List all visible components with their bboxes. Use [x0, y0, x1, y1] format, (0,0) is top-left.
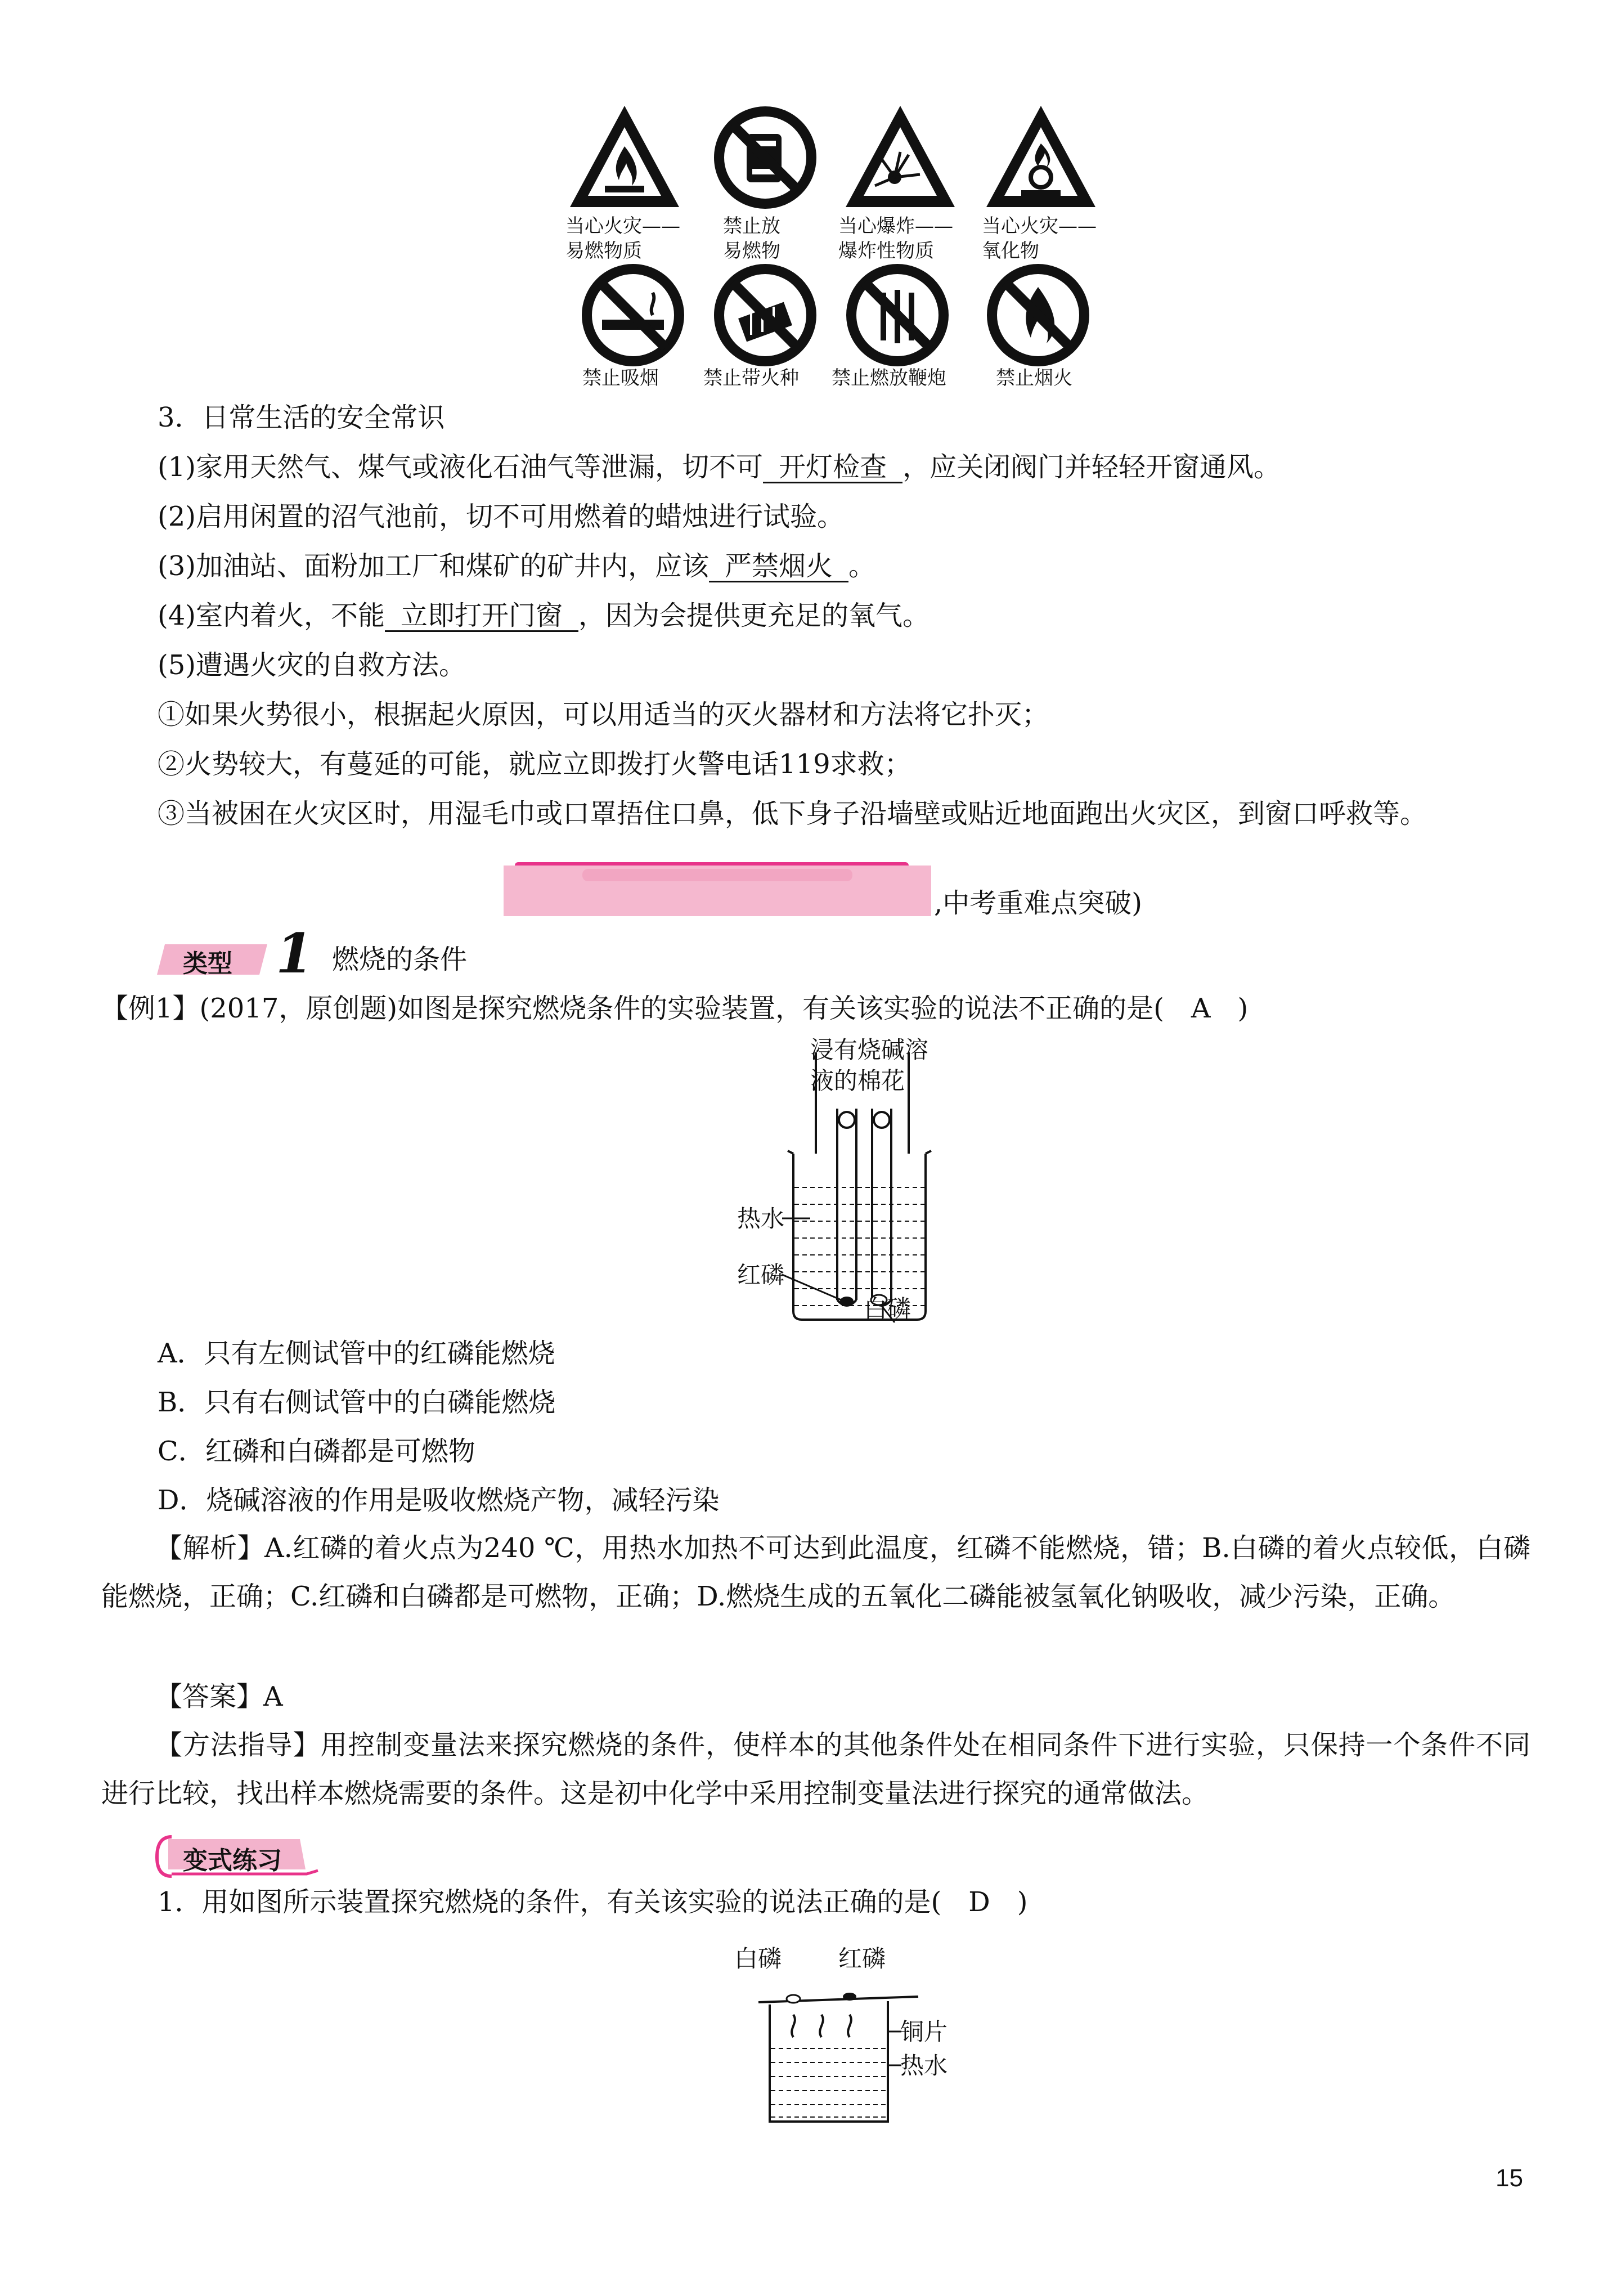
figure-label: 热水: [900, 2052, 948, 2079]
safety-subitem: ②火势较大，有蔓延的可能，就应立即拨打火警电话119求救；: [158, 748, 911, 780]
no-fire-source-icon: [706, 259, 824, 371]
sign-caption: 禁止放 易燃物: [723, 215, 780, 262]
sign-caption: 禁止烟火: [996, 367, 1072, 389]
section-banner-text: ,中考重难点突破): [934, 887, 1142, 919]
sign-caption: 当心爆炸—— 爆炸性物质: [838, 215, 953, 262]
type-number: 1: [276, 922, 313, 985]
variant-badge: [155, 1835, 324, 1878]
type-title: 燃烧的条件: [332, 944, 468, 975]
answer-line: 【答案】A: [155, 1681, 283, 1712]
safety-item: (4)室内着火，不能 立即打开门窗 ，因为会提供更充足的氧气。: [158, 600, 930, 631]
method-paragraph: 【方法指导】用控制变量法来探究燃烧的条件，使样本的其他条件处在相同条件下进行实验，只保持一个条件不同进行比较，找出样本燃烧需要的条件。这是初中化学中采用控制变量法进行探究的通常做法。: [101, 1729, 1530, 1809]
answer-blank: 立即打开门窗: [385, 601, 578, 632]
choice-option-b: B．只有右侧试管中的白磷能燃烧: [158, 1387, 556, 1418]
example-question: 【例1】(2017，原创题)如图是探究燃烧条件的实验装置，有关该实验的说法不正确的是( A ): [101, 993, 1249, 1024]
safety-subitem: ①如果火势很小，根据起火原因，可以用适当的灭火器材和方法将它扑灭；: [158, 699, 1049, 730]
choice-option-c: C．红磷和白磷都是可燃物: [158, 1436, 475, 1467]
safety-subitem: ③当被困在火灾区时，用湿毛巾或口罩捂住口鼻，低下身子沿墙壁或贴近地面跑出火灾区，到窗口呼救等。: [158, 798, 1427, 829]
no-open-flame-icon: [979, 259, 1097, 371]
sign-caption: 禁止燃放鞭炮: [832, 367, 946, 389]
variant-question: 1．用如图所示装置探究燃烧的条件，有关该实验的说法正确的是( D ): [158, 1886, 1028, 1918]
no-smoking-icon: [574, 259, 692, 371]
figure-label: 浸有烧碱溶: [810, 1036, 929, 1064]
choice-option-a: A．只有左侧试管中的红磷能燃烧: [158, 1338, 555, 1369]
sign-caption: 当心火灾—— 氧化物: [982, 215, 1097, 262]
no-flammables-icon: [706, 101, 824, 214]
page-number: 15: [1496, 2164, 1523, 2192]
figure-label: 铜片: [900, 2018, 948, 2046]
flammable-warning-icon: [565, 101, 684, 214]
figure-label: 红磷: [737, 1261, 785, 1289]
type-badge: [155, 940, 273, 979]
figure-label: 白磷: [734, 1945, 782, 1972]
variant-badge-label: 变式练习: [183, 1846, 282, 1875]
section-banner-graphic: [504, 860, 931, 916]
safety-item: (5)遭遇火灾的自救方法。: [158, 649, 466, 681]
explosive-warning-icon: [841, 101, 959, 214]
answer-blank: 严禁烟火: [709, 551, 848, 582]
figure-label: 白磷: [864, 1295, 911, 1322]
sign-caption: 禁止吸烟: [582, 367, 659, 389]
section-heading: 3．日常生活的安全常识: [158, 402, 445, 433]
figure-label: 红磷: [838, 1945, 886, 1972]
no-fireworks-icon: [838, 259, 957, 371]
safety-item: (1)家用天然气、煤气或液化石油气等泄漏，切不可 开灯检查 ，应关闭阀门并轻轻开窗通风。: [158, 451, 1281, 483]
figure-label: 热水: [737, 1205, 785, 1232]
safety-item: (2)启用闲置的沼气池前，切不可用燃着的蜡烛进行试验。: [158, 501, 844, 532]
copper-plate-figure: [754, 1970, 923, 2133]
answer-blank: 开灯检查: [763, 452, 902, 483]
analysis-paragraph: 【解析】A.红磷的着火点为240 ℃，用热水加热不可达到此温度，红磷不能燃烧，错；B.白磷的着火点较低，白磷能燃烧，正确；C.红磷和白磷都是可燃物，正确；D.燃烧生成的五氧化二磷能被氢氧化钠吸收，减少污染，正确。: [101, 1532, 1530, 1612]
choice-option-d: D．烧碱溶液的作用是吸收燃烧产物，减轻污染: [158, 1485, 720, 1516]
figure-label: 液的棉花: [810, 1067, 905, 1095]
oxidizer-warning-icon: [982, 101, 1100, 214]
sign-caption: 当心火灾—— 易燃物质: [565, 215, 680, 262]
safety-item: (3)加油站、面粉加工厂和煤矿的矿井内，应该 严禁烟火 。: [158, 550, 876, 582]
type-badge-label: 类型: [183, 949, 232, 978]
sign-caption: 禁止带火种: [703, 367, 799, 389]
